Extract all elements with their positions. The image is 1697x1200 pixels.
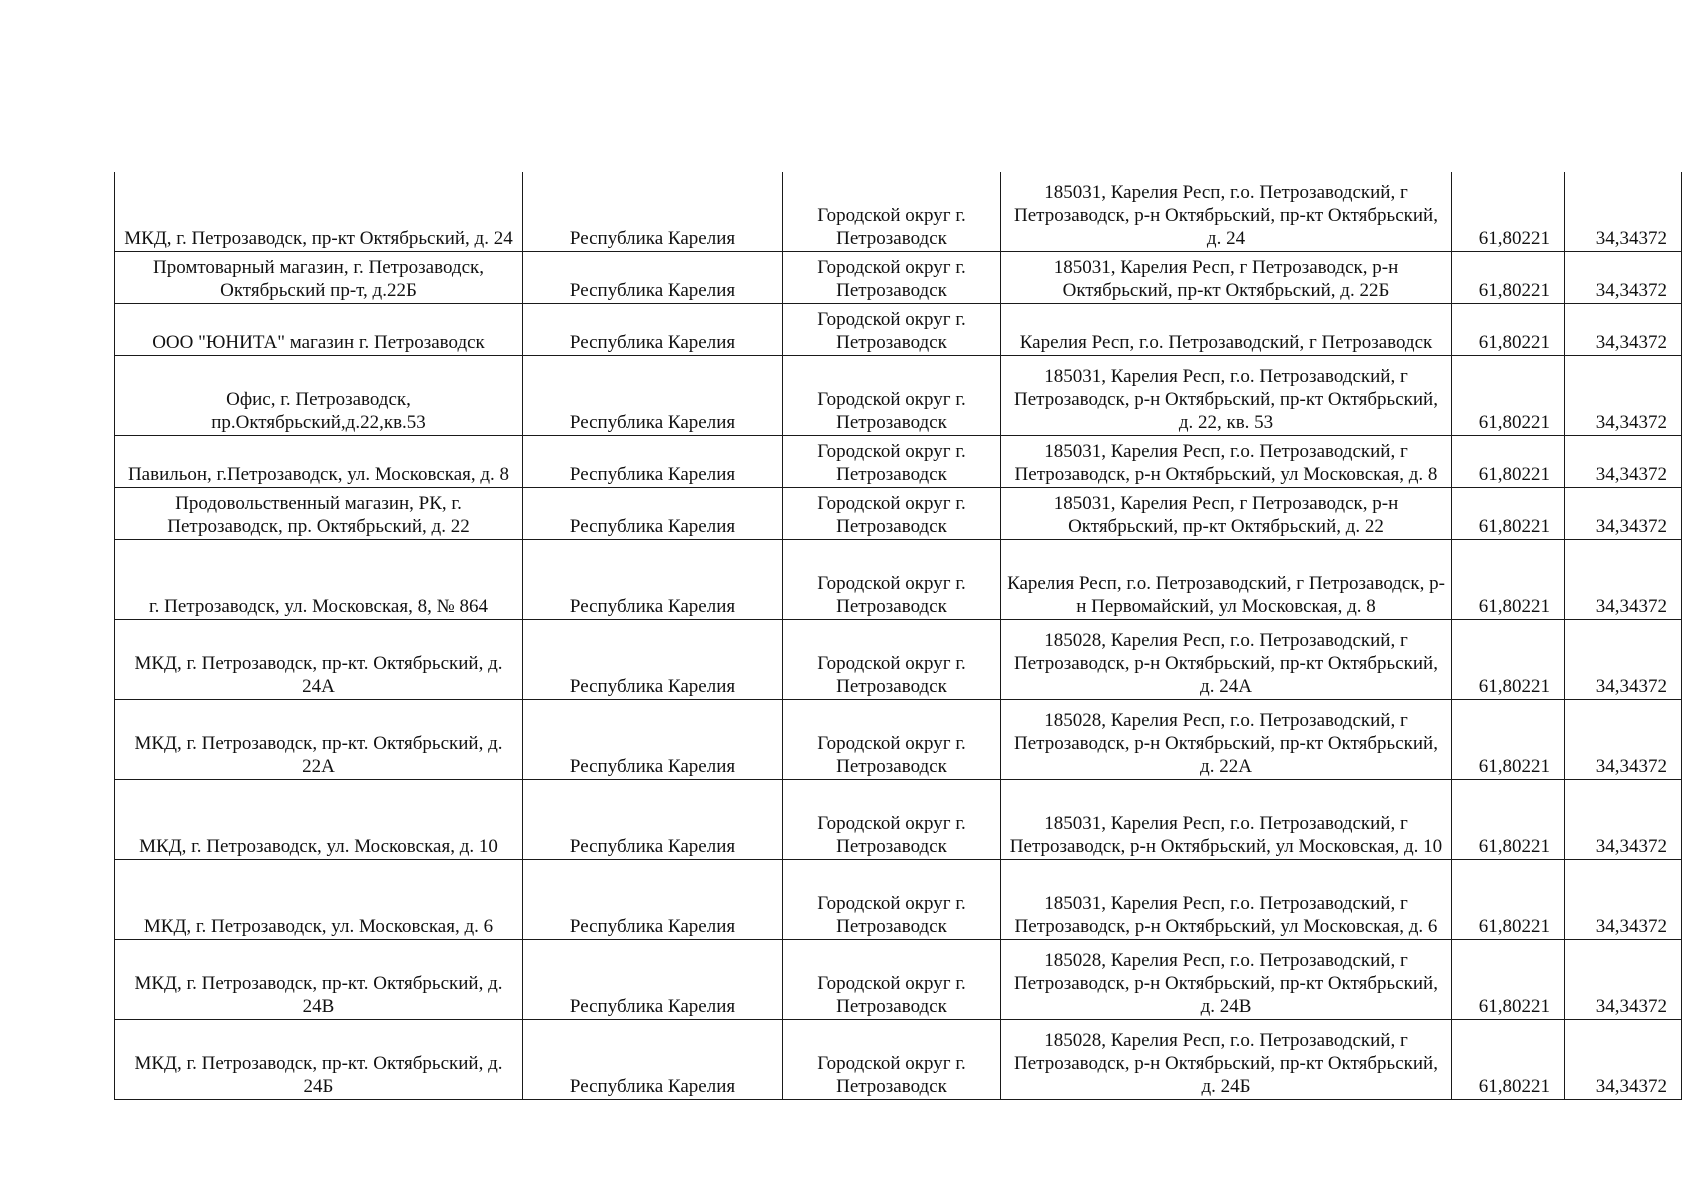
region-cell: Республика Карелия [523, 620, 783, 700]
region-cell: Республика Карелия [523, 540, 783, 620]
latitude-cell: 61,80221 [1452, 860, 1565, 940]
object-name-cell: МКД, г. Петрозаводск, ул. Московская, д. 10 [115, 780, 523, 860]
address-cell: 185031, Карелия Респ, г.о. Петрозаводский, г Петрозаводск, р-н Октябрьский, ул Московская, д. 6 [1001, 860, 1452, 940]
latitude-cell: 61,80221 [1452, 620, 1565, 700]
latitude-cell: 61,80221 [1452, 172, 1565, 252]
district-cell: Городской округ г. Петрозаводск [783, 940, 1001, 1020]
region-cell: Республика Карелия [523, 356, 783, 436]
table-row [115, 780, 1682, 860]
latitude-cell: 61,80221 [1452, 1020, 1565, 1100]
longitude-cell: 34,34372 [1565, 488, 1682, 540]
table-row [115, 700, 1682, 780]
longitude-cell: 34,34372 [1565, 860, 1682, 940]
table-row [115, 356, 1682, 436]
address-cell: 185028, Карелия Респ, г.о. Петрозаводский, г Петрозаводск, р-н Октябрьский, пр-кт Октябрьский, д. 22А [1001, 700, 1452, 780]
address-cell: 185028, Карелия Респ, г.о. Петрозаводский, г Петрозаводск, р-н Октябрьский, пр-кт Октябрьский, д. 24В [1001, 940, 1452, 1020]
region-cell: Республика Карелия [523, 304, 783, 356]
district-cell: Городской округ г. Петрозаводск [783, 356, 1001, 436]
table-row [115, 304, 1682, 356]
object-name-cell: Офис, г. Петрозаводск, пр.Октябрьский,д.22,кв.53 [115, 356, 523, 436]
object-name-cell: МКД, г. Петрозаводск, пр-кт. Октябрьский, д. 24А [115, 620, 523, 700]
latitude-cell: 61,80221 [1452, 780, 1565, 860]
longitude-cell: 34,34372 [1565, 436, 1682, 488]
records-table-body [115, 172, 1682, 1100]
longitude-cell: 34,34372 [1565, 940, 1682, 1020]
region-cell: Республика Карелия [523, 252, 783, 304]
district-cell: Городской округ г. Петрозаводск [783, 488, 1001, 540]
object-name-cell: МКД, г. Петрозаводск, пр-кт. Октябрьский, д. 24Б [115, 1020, 523, 1100]
table-row [115, 940, 1682, 1020]
object-name-cell: ООО "ЮНИТА" магазин г. Петрозаводск [115, 304, 523, 356]
object-name-cell: МКД, г. Петрозаводск, пр-кт Октябрьский, д. 24 [115, 172, 523, 252]
latitude-cell: 61,80221 [1452, 252, 1565, 304]
address-cell: 185031, Карелия Респ, г.о. Петрозаводский, г Петрозаводск, р-н Октябрьский, пр-кт Октябрьский, д. 22, кв. 53 [1001, 356, 1452, 436]
table-row [115, 436, 1682, 488]
address-cell: 185031, Карелия Респ, г.о. Петрозаводский, г Петрозаводск, р-н Октябрьский, ул Московская, д. 8 [1001, 436, 1452, 488]
longitude-cell: 34,34372 [1565, 356, 1682, 436]
district-cell: Городской округ г. Петрозаводск [783, 172, 1001, 252]
region-cell: Республика Карелия [523, 860, 783, 940]
region-cell: Республика Карелия [523, 488, 783, 540]
district-cell: Городской округ г. Петрозаводск [783, 700, 1001, 780]
object-name-cell: Павильон, г.Петрозаводск, ул. Московская, д. 8 [115, 436, 523, 488]
address-cell: 185028, Карелия Респ, г.о. Петрозаводский, г Петрозаводск, р-н Октябрьский, пр-кт Октябрьский, д. 24А [1001, 620, 1452, 700]
region-cell: Республика Карелия [523, 1020, 783, 1100]
district-cell: Городской округ г. Петрозаводск [783, 1020, 1001, 1100]
table-row [115, 620, 1682, 700]
longitude-cell: 34,34372 [1565, 780, 1682, 860]
object-name-cell: Продовольственный магазин, РК, г. Петрозаводск, пр. Октябрьский, д. 22 [115, 488, 523, 540]
region-cell: Республика Карелия [523, 780, 783, 860]
table-row [115, 860, 1682, 940]
region-cell: Республика Карелия [523, 700, 783, 780]
table-row [115, 540, 1682, 620]
address-cell: 185031, Карелия Респ, г Петрозаводск, р-н Октябрьский, пр-кт Октябрьский, д. 22 [1001, 488, 1452, 540]
longitude-cell: 34,34372 [1565, 172, 1682, 252]
address-cell: 185031, Карелия Респ, г Петрозаводск, р-н Октябрьский, пр-кт Октябрьский, д. 22Б [1001, 252, 1452, 304]
object-name-cell: Промтоварный магазин, г. Петрозаводск, Октябрьский пр-т, д.22Б [115, 252, 523, 304]
region-cell: Республика Карелия [523, 172, 783, 252]
latitude-cell: 61,80221 [1452, 356, 1565, 436]
longitude-cell: 34,34372 [1565, 1020, 1682, 1100]
district-cell: Городской округ г. Петрозаводск [783, 780, 1001, 860]
district-cell: Городской округ г. Петрозаводск [783, 540, 1001, 620]
longitude-cell: 34,34372 [1565, 304, 1682, 356]
object-name-cell: МКД, г. Петрозаводск, пр-кт. Октябрьский, д. 24В [115, 940, 523, 1020]
address-cell: 185031, Карелия Респ, г.о. Петрозаводский, г Петрозаводск, р-н Октябрьский, ул Московская, д. 10 [1001, 780, 1452, 860]
latitude-cell: 61,80221 [1452, 700, 1565, 780]
latitude-cell: 61,80221 [1452, 488, 1565, 540]
district-cell: Городской округ г. Петрозаводск [783, 436, 1001, 488]
table-row [115, 252, 1682, 304]
longitude-cell: 34,34372 [1565, 620, 1682, 700]
address-cell: Карелия Респ, г.о. Петрозаводский, г Петрозаводск [1001, 304, 1452, 356]
table-row [115, 1020, 1682, 1100]
district-cell: Городской округ г. Петрозаводск [783, 620, 1001, 700]
latitude-cell: 61,80221 [1452, 436, 1565, 488]
longitude-cell: 34,34372 [1565, 540, 1682, 620]
region-cell: Республика Карелия [523, 940, 783, 1020]
latitude-cell: 61,80221 [1452, 540, 1565, 620]
table-row [115, 488, 1682, 540]
object-name-cell: МКД, г. Петрозаводск, ул. Московская, д. 6 [115, 860, 523, 940]
district-cell: Городской округ г. Петрозаводск [783, 304, 1001, 356]
latitude-cell: 61,80221 [1452, 940, 1565, 1020]
longitude-cell: 34,34372 [1565, 700, 1682, 780]
address-cell: 185031, Карелия Респ, г.о. Петрозаводский, г Петрозаводск, р-н Октябрьский, пр-кт Октябрьский, д. 24 [1001, 172, 1452, 252]
table-row [115, 172, 1682, 252]
object-name-cell: МКД, г. Петрозаводск, пр-кт. Октябрьский, д. 22А [115, 700, 523, 780]
region-cell: Республика Карелия [523, 436, 783, 488]
address-cell: 185028, Карелия Респ, г.о. Петрозаводский, г Петрозаводск, р-н Октябрьский, пр-кт Октябрьский, д. 24Б [1001, 1020, 1452, 1100]
object-name-cell: г. Петрозаводск, ул. Московская, 8, № 864 [115, 540, 523, 620]
district-cell: Городской округ г. Петрозаводск [783, 252, 1001, 304]
district-cell: Городской округ г. Петрозаводск [783, 860, 1001, 940]
address-cell: Карелия Респ, г.о. Петрозаводский, г Петрозаводск, р-н Первомайский, ул Московская, д. 8 [1001, 540, 1452, 620]
longitude-cell: 34,34372 [1565, 252, 1682, 304]
records-table [114, 172, 1682, 1100]
latitude-cell: 61,80221 [1452, 304, 1565, 356]
